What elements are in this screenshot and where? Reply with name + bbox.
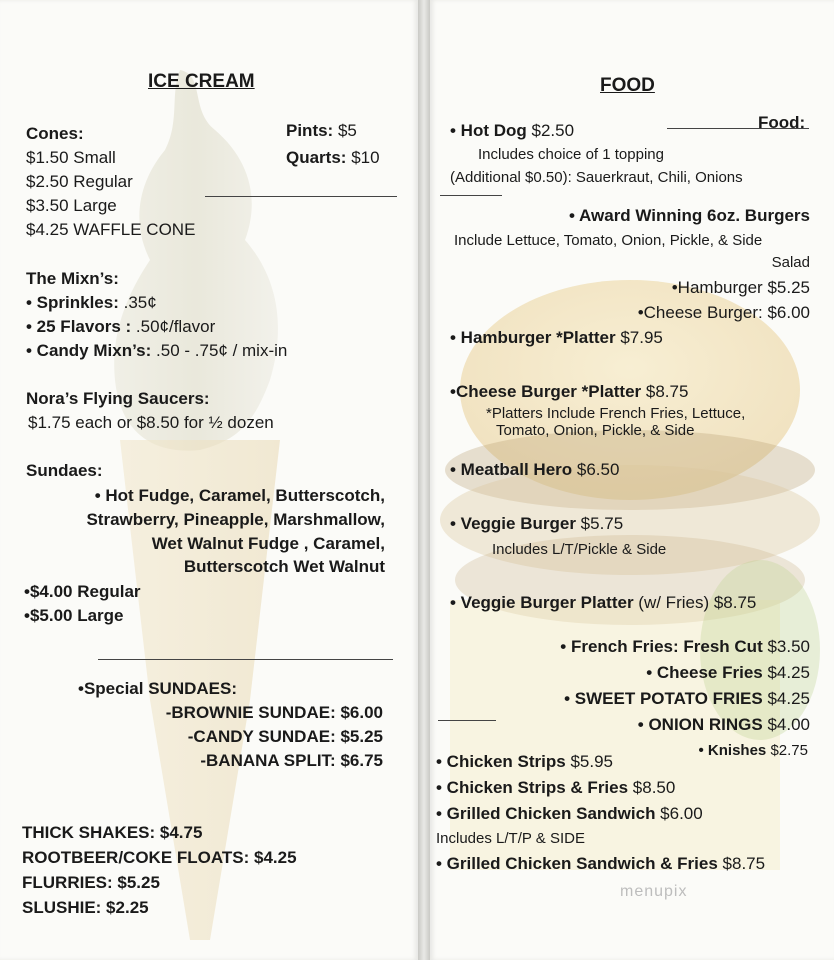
knishes-item: • Knishes $2.75 — [698, 742, 808, 759]
special-sundae-candy: -CANDY SUNDAE: $5.25 — [187, 727, 383, 746]
food-label: Food: — [758, 113, 806, 132]
grilled-chicken-sandwich-item: • Grilled Chicken Sandwich $6.00 — [436, 804, 703, 823]
special-sundae-banana-split: -BANANA SPLIT: $6.75 — [200, 751, 383, 770]
grilled-chicken-sandwich-fries-item: • Grilled Chicken Sandwich & Fries $8.75 — [436, 854, 766, 873]
cone-price-large: $3.50 Large — [26, 196, 117, 215]
meatball-hero-item: • Meatball Hero $6.50 — [450, 460, 620, 479]
hot-dog-topping-note: Includes choice of 1 topping — [478, 146, 664, 163]
sweet-potato-fries-item: • SWEET POTATO FRIES $4.25 — [564, 689, 810, 708]
cones-heading: Cones: — [26, 124, 84, 143]
hot-dog-item: • Hot Dog $2.50 — [450, 121, 575, 140]
cone-price-waffle: $4.25 WAFFLE CONE — [26, 220, 196, 239]
platter-note: *Platters Include French Fries, Lettuce, — [486, 405, 746, 422]
pints-price: Pints: $5 — [286, 121, 357, 140]
french-fries-item: • French Fries: Fresh Cut $3.50 — [560, 637, 810, 656]
cone-price-small: $1.50 Small — [26, 148, 116, 167]
divider — [205, 196, 397, 197]
slushie-price: SLUSHIE: $2.25 — [22, 898, 149, 917]
grilled-chicken-note: Includes L/T/P & SIDE — [436, 830, 585, 847]
sundae-large-price: •$5.00 Large — [24, 606, 124, 625]
cone-price-regular: $2.50 Regular — [26, 172, 133, 191]
sundae-toppings-line: Strawberry, Pineapple, Marshmallow, — [86, 510, 385, 529]
hamburger-item: •Hamburger $5.25 — [671, 278, 810, 297]
divider — [438, 720, 496, 721]
cheese-burger-platter-item: •Cheese Burger *Platter $8.75 — [450, 382, 689, 401]
platter-note: Tomato, Onion, Pickle, & Side — [496, 422, 695, 439]
hamburger-platter-item: • Hamburger *Platter $7.95 — [450, 328, 663, 347]
page-fold — [418, 0, 430, 960]
sundae-toppings-line: Wet Walnut Fudge , Caramel, — [151, 534, 385, 553]
divider — [440, 195, 502, 196]
mixn-sprinkles: • Sprinkles: .35¢ — [26, 293, 157, 312]
veggie-burger-platter-item: • Veggie Burger Platter (w/ Fries) $8.75 — [450, 593, 757, 612]
ice-cream-title: ICE CREAM — [148, 71, 255, 92]
cheeseburger-item: •Cheese Burger: $6.00 — [637, 303, 810, 322]
mixns-heading: The Mixn’s: — [26, 269, 119, 288]
veggie-burger-note: Includes L/T/Pickle & Side — [492, 541, 667, 558]
mixn-candy: • Candy Mixn’s: .50 - .75¢ / mix-in — [26, 341, 288, 360]
food-title: FOOD — [600, 75, 655, 96]
chicken-strips-fries-item: • Chicken Strips & Fries $8.50 — [436, 778, 676, 797]
cheese-fries-item: • Cheese Fries $4.25 — [646, 663, 810, 682]
divider — [98, 659, 393, 660]
quarts-price: Quarts: $10 — [286, 148, 380, 167]
chicken-strips-item: • Chicken Strips $5.95 — [436, 752, 613, 771]
flying-saucers-heading: Nora’s Flying Saucers: — [26, 389, 210, 408]
floats-price: ROOTBEER/COKE FLOATS: $4.25 — [22, 848, 297, 867]
burgers-heading: • Award Winning 6oz. Burgers — [569, 206, 810, 225]
sundae-toppings-line: • Hot Fudge, Caramel, Butterscotch, — [94, 486, 385, 505]
sundae-regular-price: •$4.00 Regular — [24, 582, 141, 601]
flying-saucers-price: $1.75 each or $8.50 for ½ dozen — [28, 413, 274, 432]
veggie-burger-item: • Veggie Burger $5.75 — [450, 514, 624, 533]
hot-dog-additional-note: (Additional $0.50): Sauerkraut, Chili, Onions — [450, 169, 743, 186]
burgers-includes-note-salad: Salad — [771, 254, 810, 271]
food-panel — [430, 0, 834, 960]
special-sundaes-heading: •Special SUNDAES: — [78, 679, 237, 698]
mixn-flavors: • 25 Flavors : .50¢/flavor — [26, 317, 216, 336]
flurries-price: FLURRIES: $5.25 — [22, 873, 160, 892]
sundae-toppings-line: Butterscotch Wet Walnut — [183, 557, 385, 576]
special-sundae-brownie: -BROWNIE SUNDAE: $6.00 — [165, 703, 383, 722]
thick-shakes-price: THICK SHAKES: $4.75 — [22, 823, 203, 842]
onion-rings-item: • ONION RINGS $4.00 — [637, 715, 810, 734]
menupix-watermark: menupix — [620, 883, 688, 900]
burgers-includes-note: Include Lettuce, Tomato, Onion, Pickle, & Side — [454, 232, 763, 249]
sundaes-heading: Sundaes: — [26, 461, 103, 480]
